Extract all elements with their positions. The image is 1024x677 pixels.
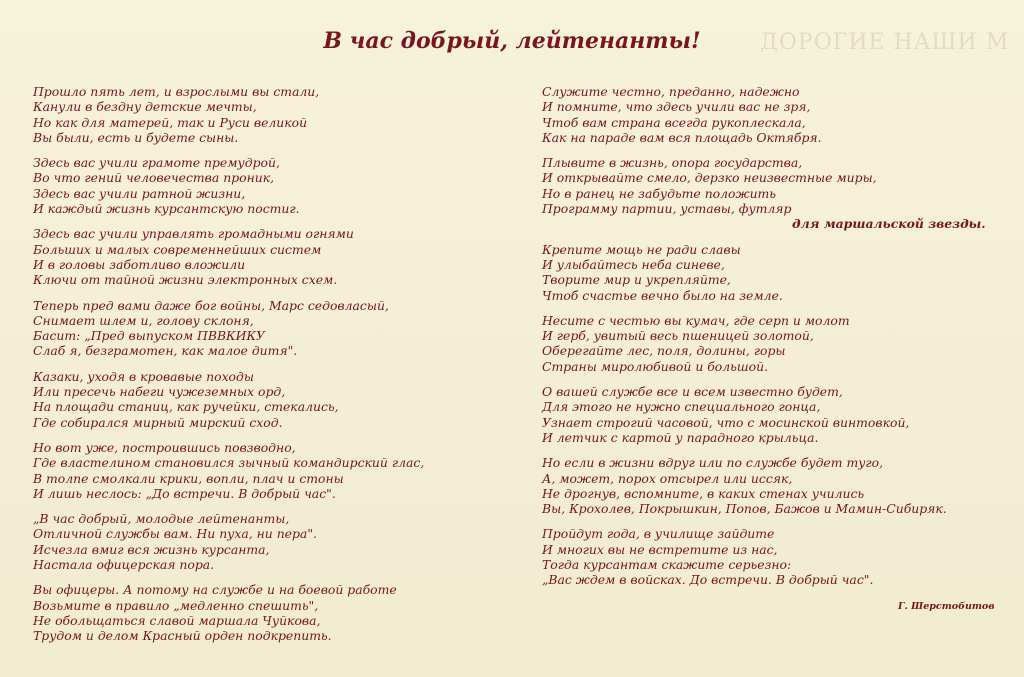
poem-line: Трудом и делом Красный орден подкрепить. <box>33 628 332 644</box>
poem-stanza <box>33 369 503 430</box>
poem-line: Вы офицеры. А потому на службе и на боевой работе <box>33 582 397 598</box>
poem-line: Снимает шлем и, голову склоня, <box>33 312 254 328</box>
poem-line: Творите мир и укрепляйте, <box>542 272 731 288</box>
poem-line: „В час добрый, молодые лейтенанты, <box>33 511 290 527</box>
poem-line: Оберегайте лес, поля, долины, горы <box>542 343 786 359</box>
poem-line: Ключи от тайной жизни электронных схем. <box>33 272 338 288</box>
poem-line: Страны миролюбивой и большой. <box>542 358 769 374</box>
poem-line: Возьмите в правило „медленно спешить", <box>33 597 319 613</box>
poem-line: А, может, порох отсырел или иссяк, <box>542 470 793 486</box>
right-column <box>542 84 1002 598</box>
poem-line: Канули в бездну детские мечты, <box>33 99 257 115</box>
poem-line: Крепите мощь не ради славы <box>542 241 741 257</box>
poem-line: Не дрогнув, вспомните, в каких стенах учились <box>542 485 865 501</box>
poem-line: Во что гений человечества проник, <box>33 170 275 186</box>
poem-stanza <box>542 455 1002 516</box>
poem-stanza <box>542 313 1002 374</box>
poem-line: И лишь неслось: „До встречи. В добрый час". <box>33 485 336 501</box>
poem-line: Отличной службы вам. Ни пуха, ни пера". <box>33 526 317 542</box>
poem-stanza <box>542 384 1002 445</box>
poem-line: Несите с честью вы кумач, где серп и молот <box>542 312 850 328</box>
poem-line: Чтоб счастье вечно было на земле. <box>542 287 783 303</box>
poem-line: И многих вы не встретите из нас, <box>542 541 778 557</box>
poem-line: Здесь вас учили управлять громадными огнями <box>33 226 354 242</box>
poem-stanza <box>33 84 503 145</box>
poem-stanza <box>33 155 503 216</box>
poem-stanza <box>542 84 1002 145</box>
poem-line: Как на параде вам вся площадь Октября. <box>542 129 822 145</box>
poem-line: На площади станиц, как ручейки, стекались, <box>33 399 339 415</box>
poem-line: Но если в жизни вдруг или по службе будет туго, <box>542 455 884 471</box>
poem-line: Узнает строгий часовой, что с мосинской винтовкой, <box>542 414 910 430</box>
poem-stanza <box>542 526 1002 587</box>
poem-line: Или пресечь набеги чужеземных орд, <box>33 384 286 400</box>
poem-line: Исчезла вмиг вся жизнь курсанта, <box>33 541 270 557</box>
poem-line: Прошло пять лет, и взрослыми вы стали, <box>33 84 320 99</box>
poem-line: Пройдут года, в училище зайдите <box>542 526 775 542</box>
poem-line: В толпе смолкали крики, вопли, плач и стоны <box>33 470 344 486</box>
poem-line: Но в ранец не забудьте положить <box>542 185 777 201</box>
author-signature: Г. Шерстобитов <box>898 601 995 612</box>
poem-line: Где собирался мирный мирский сход. <box>33 414 283 430</box>
poem-line: Больших и малых современнейших систем <box>33 241 322 257</box>
poem-stanza <box>33 226 503 287</box>
poem-stanza <box>33 511 503 572</box>
poem-line: И улыбайтесь неба синеве, <box>542 256 725 272</box>
poem-line: для маршальской звезды. <box>792 216 986 232</box>
poem-line: Здесь вас учили ратной жизни, <box>33 185 246 201</box>
poem-stanza <box>542 242 1002 303</box>
poem-line: И герб, увитый весь пшеницей золотой, <box>542 328 814 344</box>
poem-line: И летчик с картой у парадного крыльца. <box>542 429 819 445</box>
poem-line: Теперь пред вами даже бог войны, Марс седовласый, <box>33 297 389 313</box>
poem-line: „Вас ждем в войсках. До встречи. В добрый час". <box>542 572 874 588</box>
poem-line: Но вот уже, построившись повзводно, <box>33 439 296 455</box>
poem-line: Тогда курсантам скажите серьезно: <box>542 557 792 573</box>
bleed-through-text: ДОРОГИЕ НАШИ М <box>760 30 1010 55</box>
poem-stanza <box>33 298 503 359</box>
poem-line: Слаб я, безграмотен, как малое дитя". <box>33 343 298 359</box>
poem-line: Вы, Крохолев, Покрышкин, Попов, Бажов и Мамин-Сибиряк. <box>542 501 947 517</box>
poem-line: Казаки, уходя в кровавые походы <box>33 368 254 384</box>
poem-stanza <box>33 582 503 643</box>
poem-line: И в головы заботливо вложили <box>33 256 246 272</box>
poem-line: Вы были, есть и будете сыны. <box>33 129 239 145</box>
poem-stanza <box>542 155 1002 231</box>
poem-line: Служите честно, преданно, надежно <box>542 84 800 99</box>
poem-stanza <box>33 440 503 501</box>
poem-line: Чтоб вам страна всегда рукоплескала, <box>542 114 806 130</box>
poem-line: Настала офицерская пора. <box>33 557 215 573</box>
poem-line: Но как для матерей, так и Руси великой <box>33 114 308 130</box>
poem-line: Где властелином становился зычный командирский глас, <box>33 455 425 471</box>
page-title: В час добрый, лейтенанты! <box>323 28 701 54</box>
poem-line: Здесь вас учили грамоте премудрой, <box>33 155 280 171</box>
poem-line: Плывите в жизнь, опора государства, <box>542 155 803 171</box>
poem-line: Не обольщаться славой маршала Чуйкова, <box>33 612 321 628</box>
left-column <box>33 84 503 654</box>
poem-line: И каждый жизнь курсантскую постиг. <box>33 201 300 217</box>
poem-line: О вашей службе все и всем известно будет, <box>542 384 843 400</box>
poem-line: Программу партии, уставы, футляр <box>542 201 792 217</box>
poem-line: Для этого не нужно специального гонца, <box>542 399 821 415</box>
poem-line: Басит: „Пред выпуском ПВВКИКУ <box>33 328 265 344</box>
poem-line: И помните, что здесь учили вас не зря, <box>542 99 811 115</box>
poem-line: И открывайте смело, дерзко неизвестные миры, <box>542 170 877 186</box>
